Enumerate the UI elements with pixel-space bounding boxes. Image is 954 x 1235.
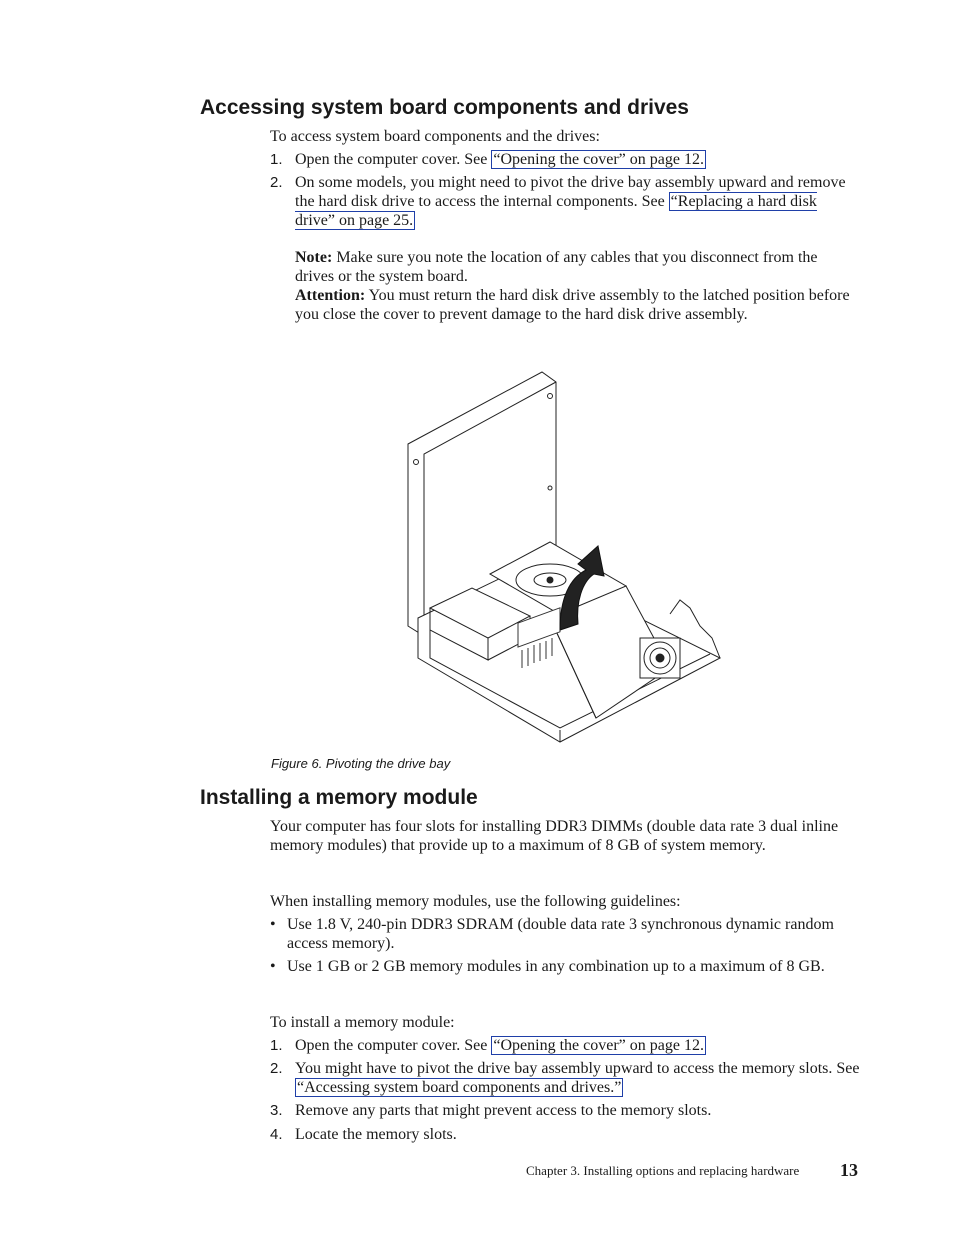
memory-intro: Your computer has four slots for installing DDR3 DIMMs (double data rate 3 dual inline memory modules) that provide up to a maximum of 8 GB of system memory. (270, 818, 839, 854)
section-heading-memory: Installing a memory module (200, 786, 478, 809)
page-number: 13 (840, 1160, 858, 1180)
link-accessing-components[interactable]: “Accessing system board components and drives.” (297, 1079, 622, 1096)
link-opening-cover-2[interactable]: “Opening the cover” on page 12. (493, 1037, 704, 1054)
bullet-1 (270, 915, 860, 953)
step-text: You might have to pivot the drive bay assembly upward to access the memory slots. See (295, 1060, 860, 1077)
step-number: 1. (270, 1037, 283, 1054)
step-1 (270, 150, 860, 169)
step-text: Remove any parts that might prevent access to the memory slots. (295, 1102, 712, 1119)
link-replacing-hdd[interactable]: “Replacing a hard disk drive” on page 25. (295, 193, 817, 229)
step-text: Open the computer cover. See (295, 1037, 492, 1054)
figure-caption: Figure 6. Pivoting the drive bay (271, 756, 451, 771)
attention (295, 286, 860, 324)
note (295, 248, 860, 286)
attention-text: You must return the hard disk drive assembly to the latched position before you close the cover to prevent damage to the hard disk drive assembly. (295, 287, 850, 323)
step-number: 2. (270, 174, 283, 191)
bullet-2 (270, 957, 860, 976)
section-heading-accessing: Accessing system board components and drives (200, 96, 689, 119)
install-step-2 (270, 1059, 860, 1097)
note-text: Make sure you note the location of any cables that you disconnect from the drives or the system board. (295, 249, 818, 285)
bullet-mark: • (270, 958, 276, 975)
step-text: Open the computer cover. See (295, 151, 492, 168)
step-number: 4. (270, 1126, 283, 1143)
install-step-3 (270, 1101, 860, 1120)
install-step-4 (270, 1125, 860, 1144)
step-number: 2. (270, 1060, 283, 1077)
bullet-mark: • (270, 916, 276, 933)
step-number: 1. (270, 151, 283, 168)
link-opening-cover[interactable]: “Opening the cover” on page 12. (493, 151, 704, 168)
note-label: Note: (295, 249, 333, 266)
bullet-text: Use 1 GB or 2 GB memory modules in any combination up to a maximum of 8 GB. (287, 958, 825, 975)
step-number: 3. (270, 1102, 283, 1119)
fan (640, 638, 680, 678)
intro-text: To access system board components and the drives: (270, 128, 600, 145)
drive-bay-illustration (400, 368, 730, 748)
step-text: Locate the memory slots. (295, 1126, 457, 1143)
step-2 (270, 173, 860, 230)
attention-label: Attention: (295, 287, 366, 304)
install-intro: To install a memory module: (270, 1014, 455, 1031)
bullet-text: Use 1.8 V, 240-pin DDR3 SDRAM (double data rate 3 synchronous dynamic random access memory). (287, 916, 834, 952)
step-text: On some models, you might need to pivot the drive bay assembly upward and remove the hard disk drive to access the internal components. See (295, 174, 846, 210)
install-step-1 (270, 1036, 860, 1055)
guidelines-intro: When installing memory modules, use the following guidelines: (270, 893, 681, 910)
footer-chapter: Chapter 3. Installing options and replacing hardware (526, 1163, 800, 1178)
